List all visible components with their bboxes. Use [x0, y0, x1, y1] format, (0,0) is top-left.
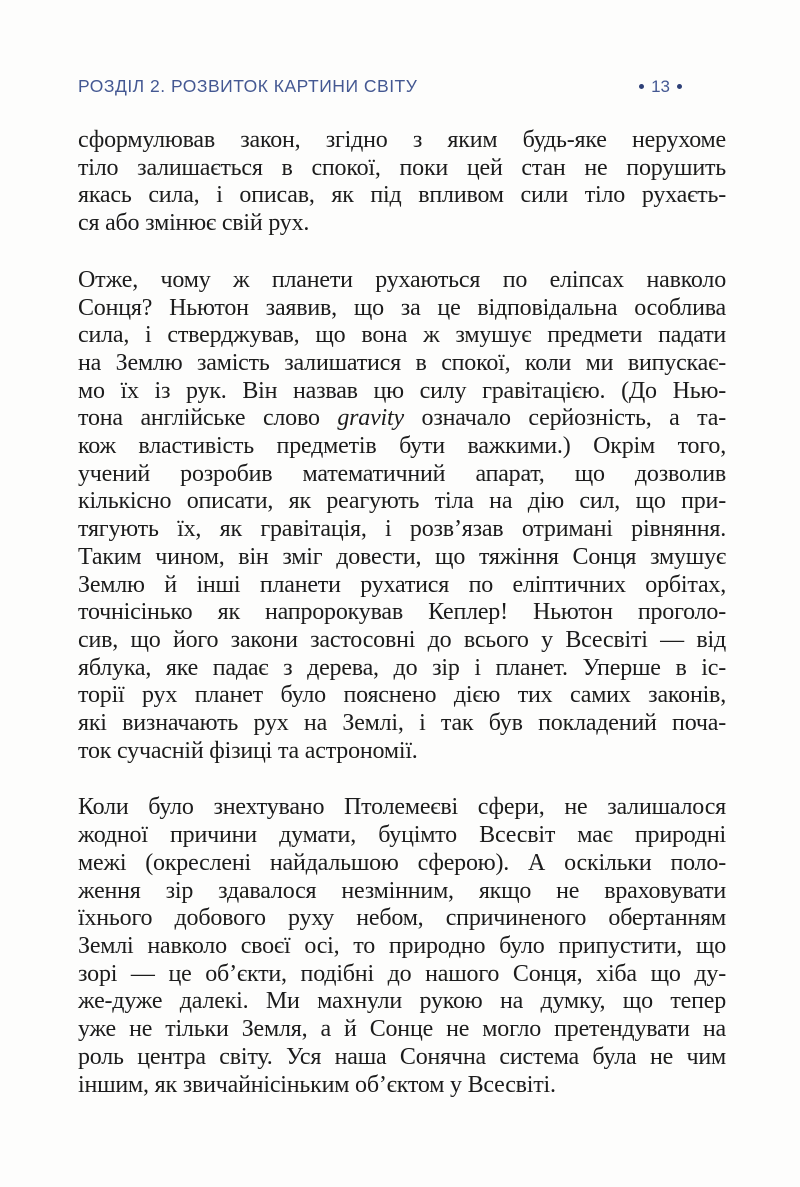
page-header	[78, 76, 726, 97]
text-line: тягують їх, як гравітація, і розв’язав отримані рівняння.	[78, 516, 726, 543]
page-number-value: 13	[651, 76, 670, 96]
text-line: якась сила, і описав, як під впливом сили тіло рухаєть-	[78, 182, 726, 209]
bullet-icon	[677, 84, 682, 89]
text-line: сила, і стверджував, що вона ж змушує предмети падати	[78, 322, 726, 349]
text-line: точнісінько як напророкував Кеплер! Ньютон проголо-	[78, 599, 726, 626]
text-line: Сонця? Ньютон заявив, що за це відповідальна особлива	[78, 294, 726, 321]
text-line: Отже, чому ж планети рухаються по еліпсах навколо	[78, 266, 726, 293]
text-segment: тона англійське слово	[78, 405, 338, 432]
text-line-with-italic	[78, 405, 726, 433]
paragraph	[78, 794, 726, 1099]
text-line: межі (окреслені найдальшою сферою). А оскільки поло-	[78, 849, 726, 876]
text-line: на Землю замість залишатися в спокої, коли ми випускає-	[78, 349, 726, 376]
text-line: роль центра світу. Уся наша Сонячна система була не чим	[78, 1043, 726, 1070]
text-line: їхнього добового руху небом, спричиненого обертанням	[78, 905, 726, 932]
text-line: ся або змінює свій рух.	[78, 210, 310, 237]
bullet-icon	[639, 84, 644, 89]
text-line: Землі навколо своєї осі, то природно було припустити, що	[78, 932, 726, 959]
text-line: зорі — це об’єкти, подібні до нашого Сонця, хіба що ду-	[78, 960, 726, 987]
text-line: Коли було знехтувано Птолемеєві сфери, не залишалося	[78, 794, 726, 821]
text-line: ження зір здавалося незмінним, якщо не враховувати	[78, 877, 726, 904]
text-line: учений розробив математичний апарат, що дозволив	[78, 460, 726, 487]
text-line: сформулював закон, згідно з яким будь-яке нерухоме	[78, 127, 726, 153]
text-line: яблука, яке падає з дерева, до зір і планет. Уперше в іс-	[78, 654, 726, 681]
page-number	[639, 77, 726, 97]
paragraph	[78, 127, 726, 238]
text-line: Землю й інші планети рухатися по еліптичних орбітах,	[78, 571, 726, 598]
body-text	[78, 127, 726, 1128]
text-line: кож властивість предметів бути важкими.) Окрім того,	[78, 433, 726, 460]
text-line: Таким чином, він зміг довести, що тяжіння Сонця змушує	[78, 543, 726, 570]
italic-word-gravity: gravity	[337, 405, 404, 432]
paragraph	[78, 267, 726, 766]
chapter-title: РОЗДІЛ 2. РОЗВИТОК КАРТИНИ СВІТУ	[78, 76, 418, 96]
text-line: іншим, як звичайнісіньким об’єктом у Всесвіті.	[78, 1071, 556, 1098]
text-line: сив, що його закони застосовні до всього у Всесвіті — від	[78, 626, 726, 653]
text-line: уже не тільки Земля, а й Сонце не могло претендувати на	[78, 1016, 726, 1043]
text-line: мо їх із рук. Він назвав цю силу гравітацією. (До Нью-	[78, 377, 726, 404]
text-segment: означало серйозність, а та-	[403, 405, 726, 432]
text-line: же-дуже далекі. Ми махнули рукою на думку, що тепер	[78, 988, 726, 1015]
text-line: ток сучасній фізиці та астрономії.	[78, 737, 418, 764]
text-line: кількісно описати, як реагують тіла на дію сил, що при-	[78, 488, 726, 515]
text-line: торії рух планет було пояснено дією тих самих законів,	[78, 682, 726, 709]
text-line: жодної причини думати, буцімто Всесвіт має природні	[78, 822, 726, 849]
text-line: тіло залишається в спокої, поки цей стан не порушить	[78, 154, 726, 181]
text-line: які визначають рух на Землі, і так був покладений поча-	[78, 710, 726, 737]
